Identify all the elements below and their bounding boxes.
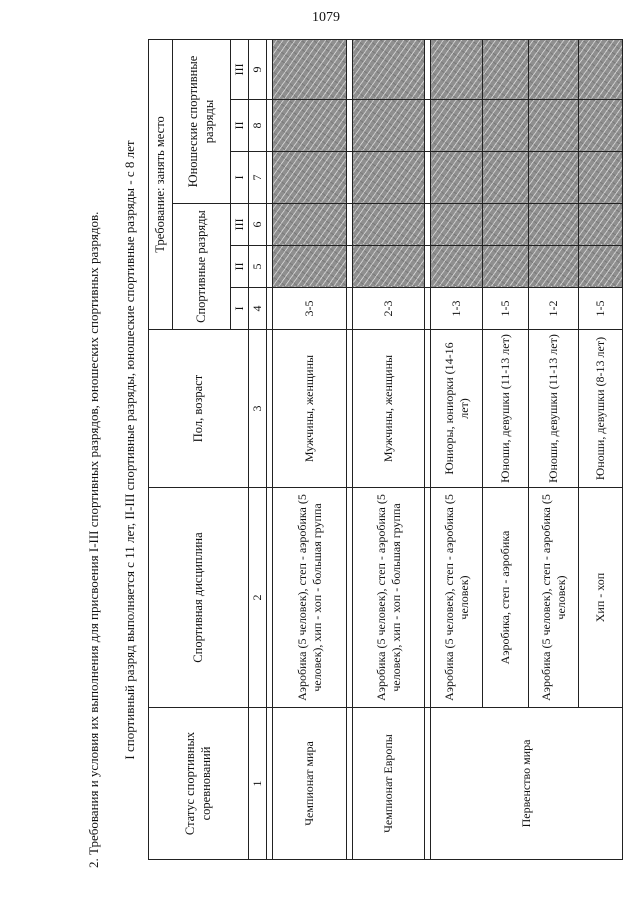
shaded-cell (579, 204, 623, 246)
shaded-cell (273, 100, 347, 152)
column-number: 8 (249, 100, 267, 152)
shaded-cell (529, 39, 579, 99)
column-number: 7 (249, 152, 267, 204)
shaded-cell (483, 100, 529, 152)
shaded-cell (353, 152, 425, 204)
shaded-cell (431, 39, 483, 99)
rank-header: III (231, 204, 249, 246)
shaded-cell (483, 39, 529, 99)
shaded-cell (529, 246, 579, 288)
place-cell: 3-5 (273, 288, 347, 330)
column-number: 1 (249, 708, 267, 860)
column-number: 3 (249, 330, 267, 488)
header-sport-ranks: Спортивные разряды (173, 204, 231, 330)
gender-age-cell: Юноши, девушки (11-13 лет) (529, 330, 579, 488)
shaded-cell (431, 204, 483, 246)
rank-header: II (231, 246, 249, 288)
discipline-cell: Аэробика, степ - аэробика (483, 488, 529, 708)
place-cell: 1-2 (529, 288, 579, 330)
shaded-cell (431, 246, 483, 288)
status-cell: Первенство мира (431, 708, 623, 860)
shaded-cell (273, 204, 347, 246)
shaded-cell (483, 152, 529, 204)
discipline-cell: Аэробика (5 человек), степ - аэробика (5 человек), хип - хоп - большая группа (353, 488, 425, 708)
gender-age-cell: Юноши, девушки (8-13 лет) (579, 330, 623, 488)
shaded-cell (353, 39, 425, 99)
discipline-cell: Аэробика (5 человек), степ - аэробика (5 человек), хип - хоп - большая группа (273, 488, 347, 708)
rank-header: II (231, 100, 249, 152)
header-requirement: Требование: занять место (149, 39, 173, 329)
shaded-cell (579, 39, 623, 99)
column-number: 9 (249, 39, 267, 99)
column-number: 5 (249, 246, 267, 288)
page-number: 1079 (312, 10, 340, 25)
discipline-cell: Хип - хоп (579, 488, 623, 708)
shaded-cell (483, 204, 529, 246)
header-status: Статус спортивных соревнований (149, 708, 249, 860)
table-row (431, 39, 483, 859)
shaded-cell (431, 100, 483, 152)
status-cell: Чемпионат Европы (353, 708, 425, 860)
shaded-cell (529, 204, 579, 246)
shaded-cell (353, 100, 425, 152)
shaded-cell (529, 100, 579, 152)
shaded-cell (273, 246, 347, 288)
shaded-cell (273, 39, 347, 99)
shaded-cell (529, 152, 579, 204)
shaded-cell (483, 246, 529, 288)
gender-age-cell: Юниоры, юниорки (14-16 лет) (431, 330, 483, 488)
rank-header: III (231, 39, 249, 99)
gender-age-cell: Мужчины, женщины (353, 330, 425, 488)
table-row (353, 39, 425, 859)
age-requirement-note: I спортивный разряд выполняется с 11 лет, II-III спортивные разряды, юношеские спортивные разряды - с 8 лет (122, 140, 137, 760)
shaded-cell (431, 152, 483, 204)
rank-header: I (231, 152, 249, 204)
place-cell: 2-3 (353, 288, 425, 330)
place-cell: 1-5 (579, 288, 623, 330)
place-cell: 1-3 (431, 288, 483, 330)
shaded-cell (353, 246, 425, 288)
rotated-content (84, 20, 640, 880)
section-heading: 2. Требования и условия их выполнения для присвоения I-III спортивных разрядов, юношеских спортивных разрядов. (86, 211, 101, 868)
column-number: 2 (249, 488, 267, 708)
shaded-cell (579, 246, 623, 288)
column-number: 6 (249, 204, 267, 246)
discipline-cell: Аэробика (5 человек), степ - аэробика (5 человек) (431, 488, 483, 708)
shaded-cell (353, 204, 425, 246)
shaded-cell (579, 152, 623, 204)
header-youth-ranks: Юношеские спортивные разряды (173, 39, 231, 203)
shaded-cell (579, 100, 623, 152)
column-number: 4 (249, 288, 267, 330)
place-cell: 1-5 (483, 288, 529, 330)
table-row (273, 39, 347, 859)
shaded-cell (273, 152, 347, 204)
header-discipline: Спортивная дисциплина (149, 488, 249, 708)
header-gender-age: Пол, возраст (149, 330, 249, 488)
rank-header: I (231, 288, 249, 330)
status-cell: Чемпионат мира (273, 708, 347, 860)
requirements-table (148, 39, 623, 860)
gender-age-cell: Юноши, девушки (11-13 лет) (483, 330, 529, 488)
gender-age-cell: Мужчины, женщины (273, 330, 347, 488)
discipline-cell: Аэробика (5 человек), степ - аэробика (5 человек) (529, 488, 579, 708)
